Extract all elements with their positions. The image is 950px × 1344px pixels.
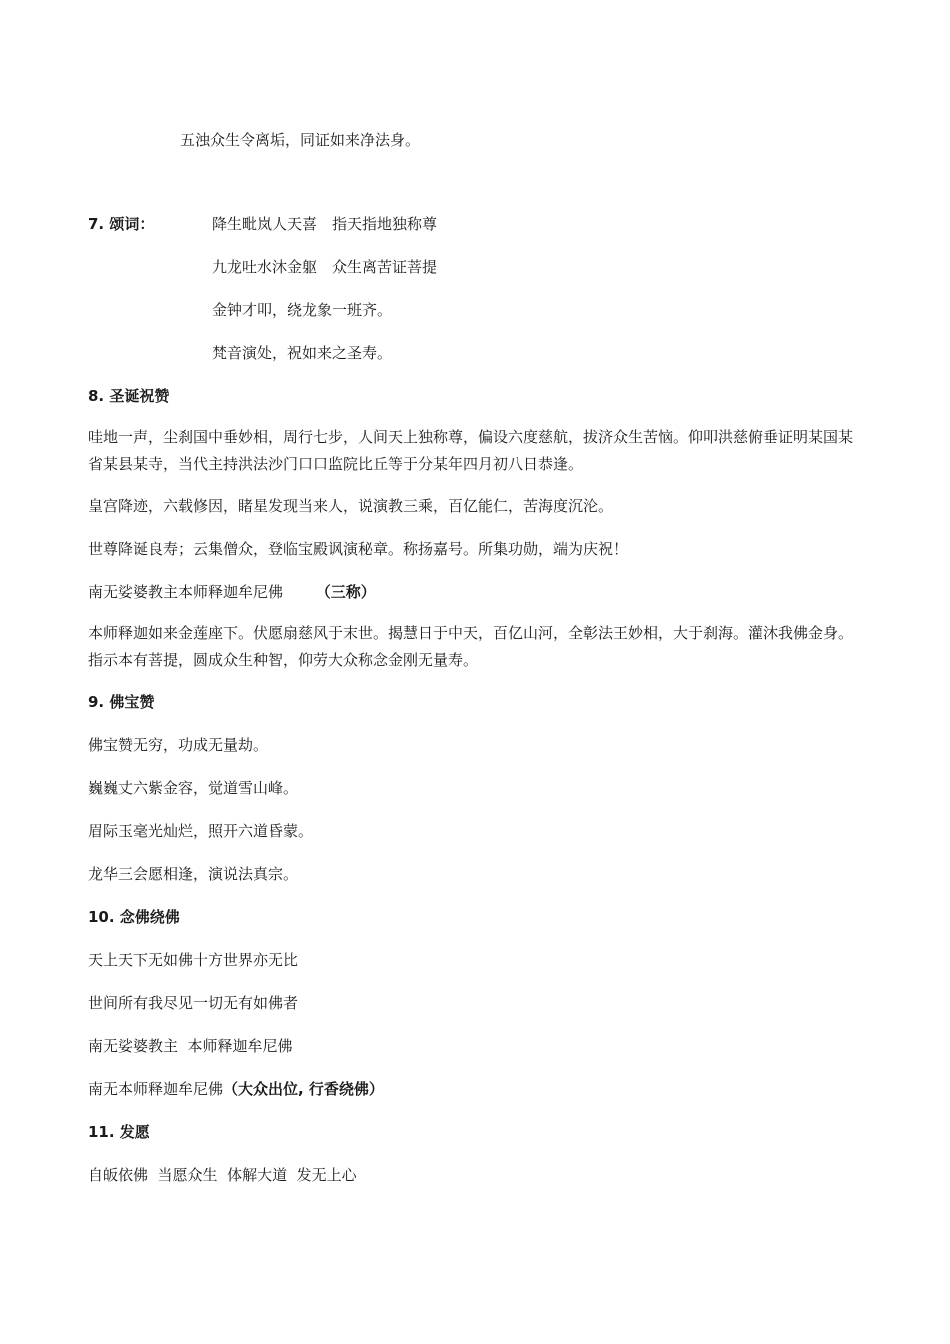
section-11-line-1: 自皈依佛 当愿众生 体解大道 发无上心 <box>88 1166 357 1184</box>
section-8-heading: 8. 圣诞祝赞 <box>88 387 170 405</box>
section-10-line-4-note: （大众出位, 行香绕佛） <box>223 1080 384 1098</box>
section-10-line-3: 南无娑婆教主 本师释迦牟尼佛 <box>88 1037 293 1055</box>
section-8-invocation <box>88 582 376 602</box>
section-8-paragraph-2: 皇宫降迹，六载修因，睹星发现当来人，说演教三乘，百亿能仁，苦海度沉沦。 <box>88 497 614 515</box>
section-9-line-1: 佛宝赞无穷，功成无量劫。 <box>88 736 269 754</box>
section-8-paragraph-3: 世尊降诞良寿；云集僧众，登临宝殿讽演秘章。称扬嘉号。所集功勋，端为庆祝！ <box>88 540 629 558</box>
section-8-paragraph-5: 本师释迦如来金莲座下。伏愿扇慈风于末世。揭慧日于中天，百亿山河，全彰法王妙相，大于刹海。灌沐我佛金身。指示本有菩提，圆成众生种智，仰劳大众称念金刚无量寿。 <box>88 624 854 669</box>
section-7-line-4: 梵音演处，祝如来之圣寿。 <box>212 344 393 362</box>
section-8-paragraph-1: 哇地一声，尘刹国中垂妙相，周行七步，人间天上独称尊，偏设六度慈航，拔济众生苦恼。仰叩洪慈俯垂证明某国某省某县某寺，当代主持洪法沙门口口监院比丘等于分某年四月初八日恭逢。 <box>88 428 854 473</box>
section-9-line-2: 巍巍丈六紫金容，觉道雪山峰。 <box>88 779 299 797</box>
section-8-invocation-note: （三称） <box>315 583 376 601</box>
section-7-line-2: 九龙吐水沐金躯 众生离苦证菩提 <box>212 258 438 276</box>
verse-top: 五浊众生令离垢，同证如来净法身。 <box>180 131 421 149</box>
section-10-line-1: 天上天下无如佛十方世界亦无比 <box>88 951 299 969</box>
section-10-line-4 <box>88 1079 384 1099</box>
section-7-heading: 7. 颂词： <box>88 215 155 233</box>
section-7-line-3: 金钟才叩，绕龙象一班齐。 <box>212 301 393 319</box>
section-10-heading: 10. 念佛绕佛 <box>88 908 180 926</box>
section-9-line-3: 眉际玉毫光灿烂，照开六道昏蒙。 <box>88 822 314 840</box>
section-7-line-1: 降生毗岚人天喜 指天指地独称尊 <box>212 215 438 233</box>
section-11-heading: 11. 发愿 <box>88 1123 150 1141</box>
section-10-line-4-text: 南无本师释迦牟尼佛 <box>88 1080 224 1098</box>
section-9-heading: 9. 佛宝赞 <box>88 693 155 711</box>
section-8-invocation-text: 南无娑婆教主本师释迦牟尼佛 <box>88 583 284 601</box>
section-10-line-2: 世间所有我尽见一切无有如佛者 <box>88 994 299 1012</box>
section-9-line-4: 龙华三会愿相逢，演说法真宗。 <box>88 865 299 883</box>
